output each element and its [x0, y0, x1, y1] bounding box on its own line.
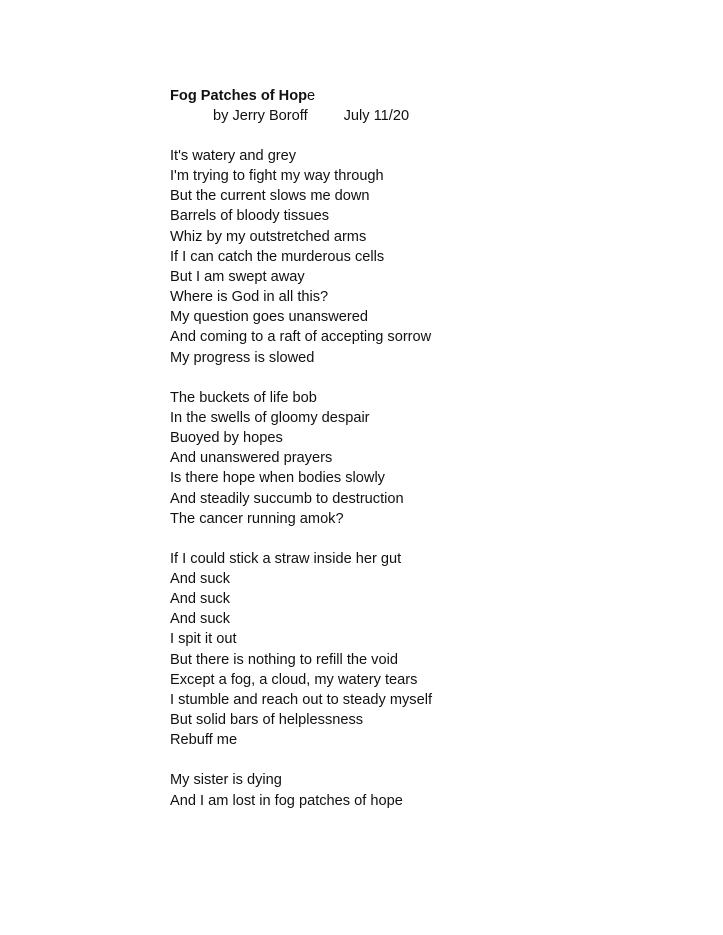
poem-line: The buckets of life bob [170, 389, 317, 406]
poem-line: And suck [170, 570, 231, 587]
stanza-4 [170, 770, 690, 810]
poem-line: I stumble and reach out to steady myself [170, 691, 433, 708]
poem-line: And suck [170, 591, 231, 608]
poem-line: And unanswered prayers [170, 450, 333, 467]
poem-line: It's watery and grey [170, 148, 297, 164]
poem-line: But there is nothing to refill the void [170, 651, 398, 668]
poem-line: Rebuff me [170, 732, 238, 749]
stanza-1 [170, 146, 690, 368]
byline [170, 106, 690, 126]
poem-line: My question goes unanswered [170, 309, 368, 326]
poem-line: My sister is dying [170, 772, 282, 789]
stanza-3 [170, 549, 690, 751]
poem-line: If I could stick a straw inside her gut [170, 550, 402, 567]
poem-line: My progress is slowed [170, 349, 315, 366]
poem-line: In the swells of gloomy despair [170, 409, 370, 426]
poem-line: And steadily succumb to destruction [170, 490, 404, 507]
poem-title-rest: e [307, 88, 316, 104]
poem-line: Is there hope when bodies slowly [170, 470, 385, 487]
poem-line: Whiz by my outstretched arms [170, 228, 367, 245]
date: July 11/20 [343, 108, 410, 124]
poem-line: But solid bars of helplessness [170, 712, 364, 729]
stanza-2 [170, 388, 690, 529]
poem-line: Buoyed by hopes [170, 430, 283, 447]
poem-line: I'm trying to fight my way through [170, 168, 384, 185]
poem-line: But the current slows me down [170, 188, 370, 205]
poem-line: Except a fog, a cloud, my watery tears [170, 671, 418, 688]
poem-line: But I am swept away [170, 268, 305, 285]
author: by Jerry Boroff [213, 108, 308, 124]
poem-line: And I am lost in fog patches of hope [170, 792, 403, 809]
poem-line: I spit it out [170, 631, 237, 648]
poem-line: The cancer running amok? [170, 510, 344, 527]
poem-title-bold: Fog Patches of Hop [170, 88, 308, 104]
poem-title [170, 86, 690, 106]
poem-page [170, 86, 690, 811]
poem-line: Where is God in all this? [170, 289, 329, 306]
poem-line: And suck [170, 611, 231, 628]
poem-line: And coming to a raft of accepting sorrow [170, 329, 432, 346]
poem-line: Barrels of bloody tissues [170, 208, 329, 225]
poem-line: If I can catch the murderous cells [170, 248, 385, 265]
